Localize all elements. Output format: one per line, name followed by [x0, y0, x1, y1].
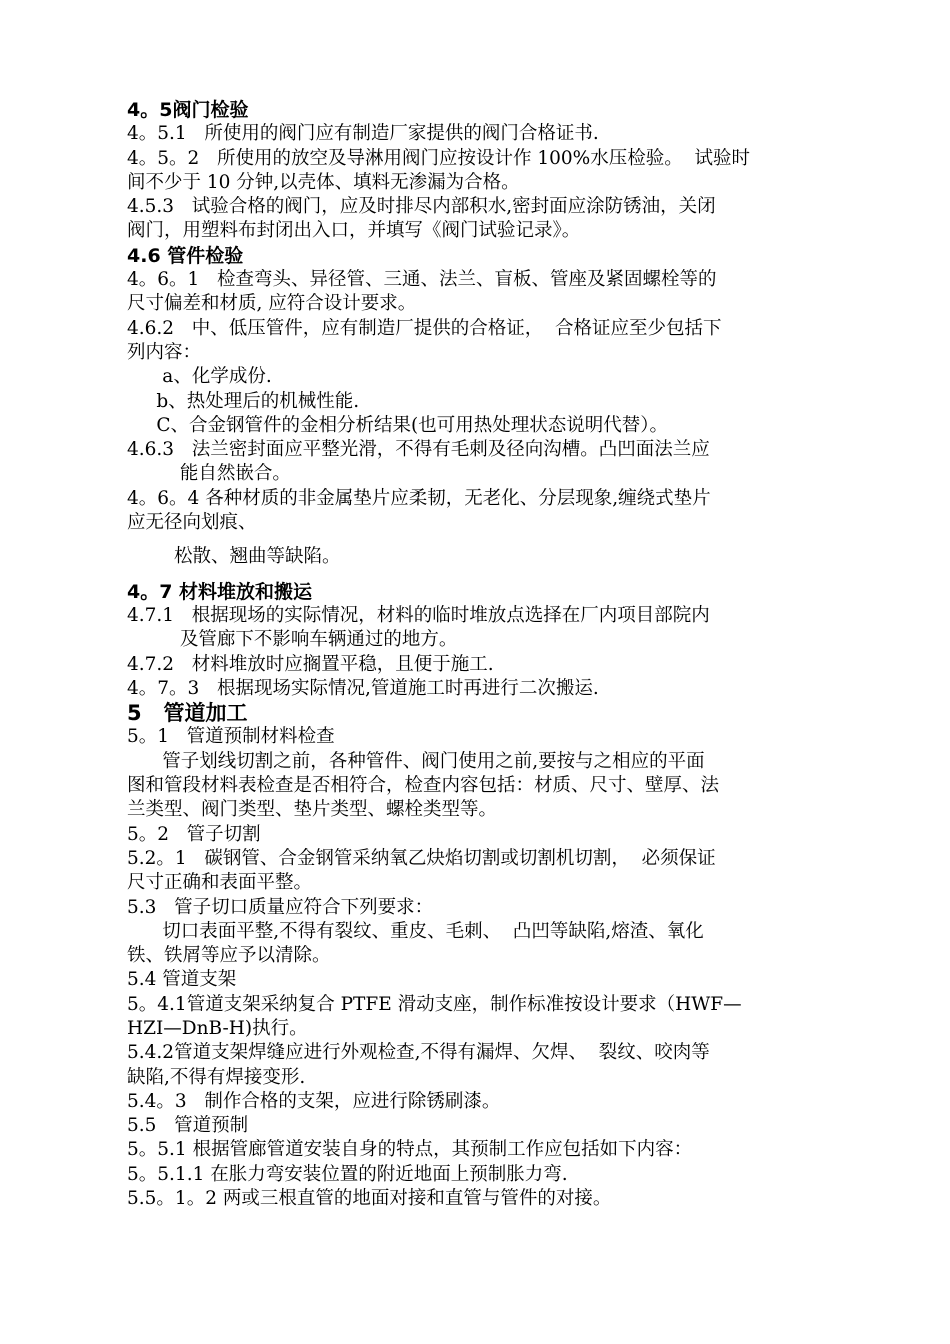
paragraph-line: 4。6。1 检查弯头、异径管、三通、法兰、盲板、管座及紧固螺栓等的 — [127, 269, 717, 291]
paragraph-line: 间不少于 10 分钟,以壳体、填料无渗漏为合格。 — [127, 171, 520, 193]
paragraph-line: HZI—DnB-H)执行。 — [127, 1017, 308, 1039]
subheading-5-1: 5。1 管道预制材料检查 — [127, 726, 335, 748]
spacer — [127, 570, 849, 580]
paragraph-line: 4.6.2 中、低压管件，应有制造厂提供的合格证， 合格证应至少包括下 — [127, 317, 722, 339]
spacer — [127, 535, 849, 545]
paragraph-line: 铁、铁屑等应予以清除。 — [127, 945, 331, 967]
subheading-5-2: 5。2 管子切割 — [127, 823, 261, 845]
paragraph-line: 4。5。2 所使用的放空及导淋用阀门应按设计作 100%水压检验。 试验时 — [127, 147, 750, 169]
paragraph-line: 4。5.1 所使用的阀门应有制造厂家提供的阀门合格证书. — [127, 123, 599, 145]
paragraph-line: 松散、翘曲等缺陷。 — [127, 546, 341, 568]
heading-4-5-valve-inspection: 4。5阀门检验 — [127, 99, 249, 121]
paragraph-line: 切口表面平整,不得有裂纹、重皮、毛刺、 凸凹等缺陷,熔渣、氧化 — [127, 920, 704, 942]
paragraph-line: 能自然嵌合。 — [127, 463, 291, 485]
paragraph-line: 5。4.1管道支架采纳复合 PTFE 滑动支座，制作标准按设计要求（HWF— — [127, 993, 742, 1015]
paragraph-line: 列内容： — [127, 341, 202, 363]
paragraph-line: 5。5.1 根据管廊管道安装自身的特点，其预制工作应包括如下内容： — [127, 1139, 693, 1161]
list-item-c: C、合金钢管件的金相分析结果(也可用热处理状态说明代替）。 — [127, 414, 669, 436]
paragraph-line: 5.2。1 碳钢管、合金钢管采纳氧乙炔焰切割或切割机切割， 必须保证 — [127, 847, 716, 869]
paragraph-line: 尺寸正确和表面平整。 — [127, 872, 313, 894]
paragraph-line: 图和管段材料表检查是否相符合，检查内容包括：材质、尺寸、壁厚、法 — [127, 775, 720, 797]
paragraph-line: 5.5。1。2 两或三根直管的地面对接和直管与管件的对接。 — [127, 1188, 612, 1210]
paragraph-line: 4。7。3 根据现场实际情况,管道施工时再进行二次搬运. — [127, 677, 599, 699]
paragraph-line: 兰类型、阀门类型、垫片类型、螺栓类型等。 — [127, 799, 498, 821]
paragraph-line: 缺陷,不得有焊接变形. — [127, 1066, 306, 1088]
paragraph-line: 5.4。3 制作合格的支架，应进行除锈刷漆。 — [127, 1090, 501, 1112]
paragraph-line: 4.7.2 材料堆放时应搁置平稳，且便于施工. — [127, 653, 494, 675]
subheading-5-5: 5.5 管道预制 — [127, 1115, 249, 1137]
heading-4-7-material-storage: 4。7 材料堆放和搬运 — [127, 580, 313, 603]
subheading-5-3: 5.3 管子切口质量应符合下列要求： — [127, 896, 434, 918]
heading-5-pipe-processing: 5 管道加工 — [127, 701, 248, 726]
paragraph-line: 管子划线切割之前，各种管件、阀门使用之前,要按与之相应的平面 — [127, 750, 705, 772]
paragraph-line: 尺寸偏差和材质, 应符合设计要求。 — [127, 293, 417, 315]
paragraph-line: 及管廊下不影响车辆通过的地方。 — [127, 629, 458, 651]
paragraph-line: 4。6。4 各种材质的非金属垫片应柔韧，无老化、分层现象,缠绕式垫片 — [127, 487, 711, 509]
paragraph-line: 5.4.2管道支架焊缝应进行外观检查,不得有漏焊、欠焊、 裂纹、咬肉等 — [127, 1042, 710, 1064]
subheading-5-4: 5.4 管道支架 — [127, 969, 237, 991]
paragraph-line: 5。5.1.1 在胀力弯安装位置的附近地面上预制胀力弯. — [127, 1163, 568, 1185]
paragraph-line: 4.7.1 根据现场的实际情况，材料的临时堆放点选择在厂内项目部院内 — [127, 604, 710, 626]
list-item-a: a、化学成份. — [127, 366, 272, 388]
paragraph-line: 阀门，用塑料布封闭出入口，并填写《阀门试验记录》。 — [127, 220, 581, 242]
heading-4-6-fitting-inspection: 4.6 管件检验 — [127, 244, 244, 267]
paragraph-line: 4.5.3 试验合格的阀门，应及时排尽内部积水,密封面应涂防锈油，关闭 — [127, 196, 716, 218]
document-page — [127, 98, 849, 1211]
list-item-b: b、热处理后的机械性能. — [127, 390, 360, 412]
paragraph-line: 应无径向划痕、 — [127, 512, 257, 534]
paragraph-line: 4.6.3 法兰密封面应平整光滑，不得有毛刺及径向沟槽。凸凹面法兰应 — [127, 439, 710, 461]
